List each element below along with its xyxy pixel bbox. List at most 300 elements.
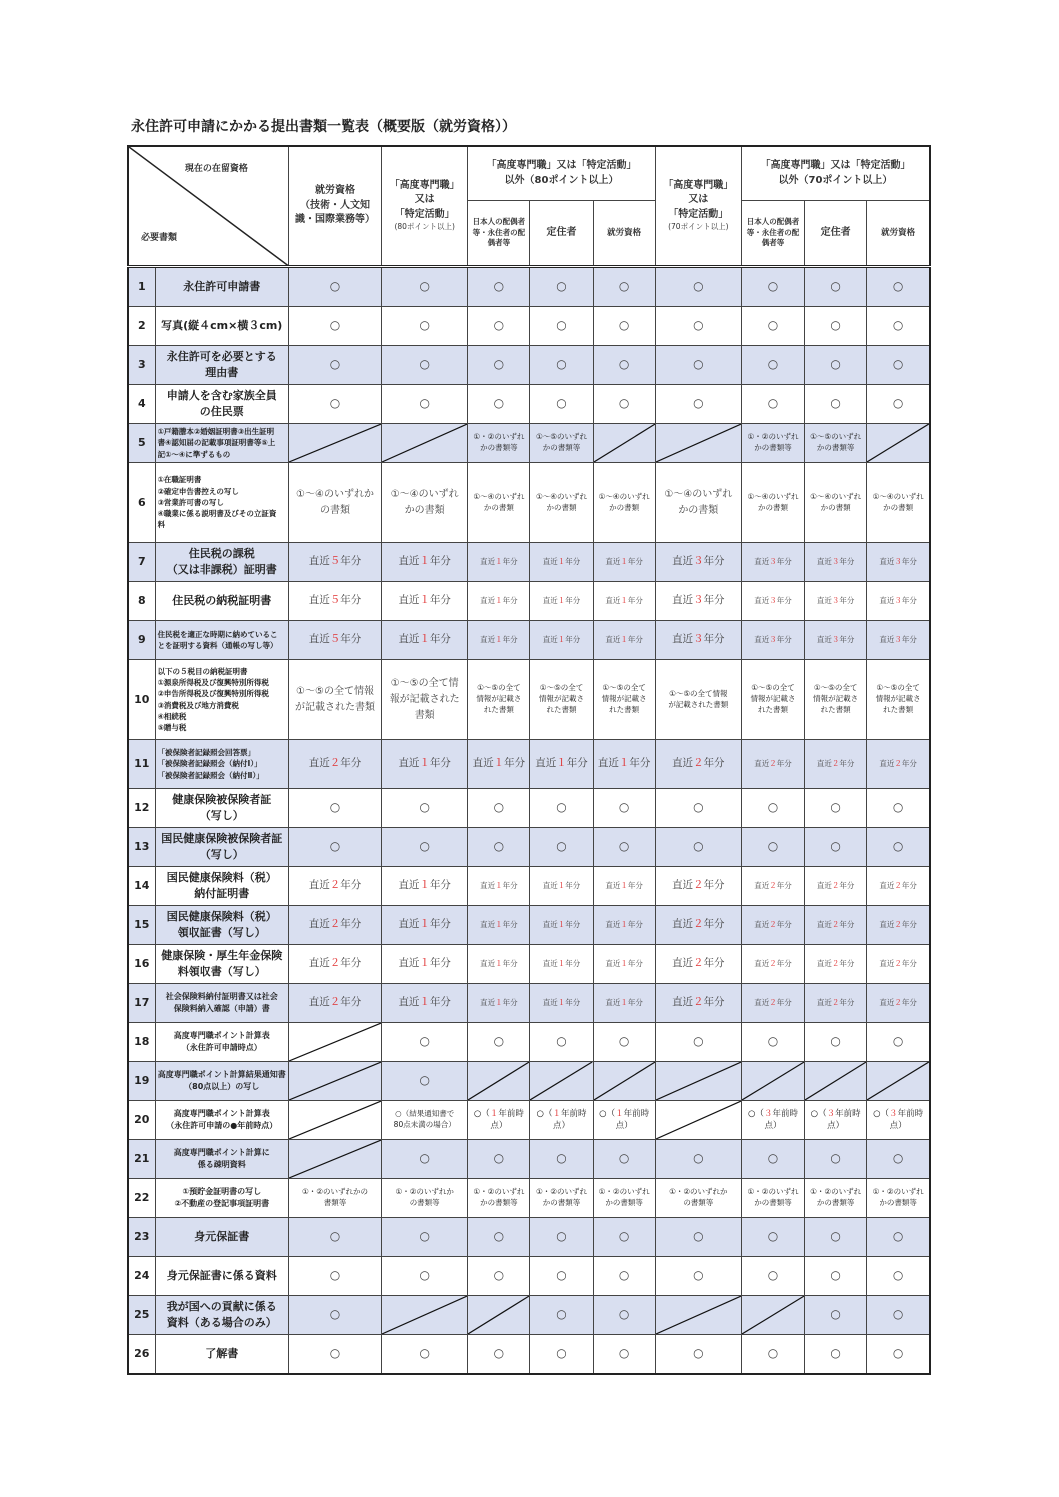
circle-mark: ○ — [382, 789, 468, 828]
circle-mark: ○ — [530, 1140, 593, 1179]
circle-mark: ○ — [382, 1257, 468, 1296]
row-number: 21 — [128, 1140, 155, 1179]
value-cell: ①～④のいずれか の書類 — [288, 463, 381, 543]
period-cell: 直近１年分 — [382, 582, 468, 621]
circle-mark: ○ — [655, 1140, 741, 1179]
circle-mark: ○ — [655, 1335, 741, 1375]
circle-mark: ○ — [593, 267, 655, 307]
period-cell: 直近１年分 — [468, 906, 530, 945]
document-name: 住民税の納税証明書 — [155, 582, 288, 621]
circle-mark: ○ — [530, 267, 593, 307]
circle-mark: ○ — [741, 828, 804, 867]
period-cell: 直近１年分 — [468, 984, 530, 1023]
slash-line — [867, 424, 929, 462]
circle-mark: ○ — [867, 828, 930, 867]
circle-mark: ○ — [805, 346, 867, 385]
circle-mark: ○ — [382, 1335, 468, 1375]
sub-header-spouse-70: 日本人の配偶者 等・永住者の配 偶者等 — [741, 201, 804, 267]
sub-header-work-80: 就労資格 — [593, 201, 655, 267]
period-cell: 直近１年分 — [382, 945, 468, 984]
row-number: 4 — [128, 385, 155, 424]
circle-mark: ○ — [288, 828, 381, 867]
table-body — [128, 267, 930, 1375]
period-cell: 直近５年分 — [288, 621, 381, 660]
table-row — [128, 621, 930, 660]
circle-mark: ○ — [382, 1218, 468, 1257]
period-cell: 直近３年分 — [655, 543, 741, 582]
document-name: 我が国への貢献に係る 資料（ある場合のみ） — [155, 1296, 288, 1335]
table-row — [128, 1218, 930, 1257]
circle-mark: ○ — [530, 1023, 593, 1062]
circle-mark: ○ — [288, 789, 381, 828]
table-row — [128, 660, 930, 740]
value-cell: ①・②のいずれかの 書類等 — [288, 1179, 381, 1218]
document-name: 社会保険料納付証明書又は社会 保険料納入確認（申請）書 — [155, 984, 288, 1023]
period-cell: 直近２年分 — [741, 867, 804, 906]
not-applicable-cell — [655, 424, 741, 463]
row-number: 11 — [128, 740, 155, 789]
period-cell: 直近１年分 — [530, 543, 593, 582]
table-row — [128, 828, 930, 867]
value-cell: ○（結果通知書で 80点未満の場合） — [382, 1101, 468, 1140]
row-number: 15 — [128, 906, 155, 945]
period-cell: 直近１年分 — [382, 867, 468, 906]
circle-mark: ○ — [867, 1335, 930, 1375]
circle-mark: ○ — [867, 1257, 930, 1296]
period-cell: 直近２年分 — [805, 740, 867, 789]
table-row — [128, 1023, 930, 1062]
period-cell: 直近１年分 — [593, 582, 655, 621]
row-number: 12 — [128, 789, 155, 828]
value-cell: ①・②のいずれ かの書類等 — [741, 1179, 804, 1218]
period-cell: 直近１年分 — [530, 867, 593, 906]
year-point-cell: ○（３年前時 点） — [805, 1101, 867, 1140]
circle-mark: ○ — [288, 385, 381, 424]
circle-mark: ○ — [805, 1218, 867, 1257]
period-cell: 直近１年分 — [468, 621, 530, 660]
value-cell: ①～⑤のいずれ かの書類等 — [805, 424, 867, 463]
period-cell: 直近２年分 — [655, 740, 741, 789]
period-cell: 直近２年分 — [805, 906, 867, 945]
document-name: 身元保証書 — [155, 1218, 288, 1257]
value-cell: ①～④のいずれ かの書類 — [867, 463, 930, 543]
circle-mark: ○ — [655, 789, 741, 828]
table-row — [128, 424, 930, 463]
value-cell: ①～⑤の全て 情報が記載さ れた書類 — [468, 660, 530, 740]
year-point-cell: ○（３年前時 点） — [867, 1101, 930, 1140]
current-status-label: 現在の在留資格 — [184, 164, 248, 174]
circle-mark: ○ — [530, 346, 593, 385]
period-cell: 直近１年分 — [530, 582, 593, 621]
document-name: ①在職証明書 ②確定申告書控えの写し ③営業許可書の写し ④職業に係る説明書及びその立証資 料 — [155, 463, 288, 543]
period-cell: 直近３年分 — [655, 582, 741, 621]
table-row — [128, 543, 930, 582]
period-cell: 直近１年分 — [382, 906, 468, 945]
table-row — [128, 346, 930, 385]
period-cell: 直近２年分 — [655, 906, 741, 945]
row-number: 19 — [128, 1062, 155, 1101]
row-number: 23 — [128, 1218, 155, 1257]
not-applicable-cell — [741, 1296, 804, 1335]
row-number: 20 — [128, 1101, 155, 1140]
not-applicable-cell — [288, 424, 381, 463]
circle-mark: ○ — [288, 1296, 381, 1335]
circle-mark: ○ — [741, 1335, 804, 1375]
circle-mark: ○ — [805, 789, 867, 828]
value-cell: ①～④のいずれ かの書類 — [805, 463, 867, 543]
circle-mark: ○ — [805, 1140, 867, 1179]
circle-mark: ○ — [593, 1335, 655, 1375]
period-cell: 直近２年分 — [805, 945, 867, 984]
circle-mark: ○ — [530, 385, 593, 424]
period-cell: 直近１年分 — [593, 621, 655, 660]
period-cell: 直近１年分 — [593, 906, 655, 945]
circle-mark: ○ — [288, 1335, 381, 1375]
not-applicable-cell — [593, 1062, 655, 1101]
circle-mark: ○ — [593, 789, 655, 828]
period-cell: 直近３年分 — [867, 543, 930, 582]
slash-line — [382, 424, 467, 462]
period-cell: 直近５年分 — [288, 582, 381, 621]
circle-mark: ○ — [288, 1218, 381, 1257]
row-number: 13 — [128, 828, 155, 867]
period-cell: 直近３年分 — [741, 621, 804, 660]
circle-mark: ○ — [805, 828, 867, 867]
circle-mark: ○ — [741, 1218, 804, 1257]
document-name: 「被保険者記録照会回答票」 「被保険者記録照会（納付Ⅰ）」 「被保険者記録照会（納付Ⅱ）」 — [155, 740, 288, 789]
circle-mark: ○ — [468, 267, 530, 307]
slash-line — [530, 1062, 592, 1100]
circle-mark: ○ — [805, 1296, 867, 1335]
circle-mark: ○ — [741, 1257, 804, 1296]
table-row — [128, 1335, 930, 1375]
circle-mark: ○ — [741, 346, 804, 385]
period-cell: 直近２年分 — [741, 906, 804, 945]
circle-mark: ○ — [593, 1023, 655, 1062]
circle-mark: ○ — [382, 1140, 468, 1179]
sub-header-resident-70: 定住者 — [805, 201, 867, 267]
value-cell: ①・②のいずれ かの書類等 — [867, 1179, 930, 1218]
period-cell: 直近２年分 — [655, 945, 741, 984]
circle-mark: ○ — [530, 828, 593, 867]
slash-line — [656, 424, 741, 462]
circle-mark: ○ — [805, 1257, 867, 1296]
document-name: 住民税の課税 （又は非課税）証明書 — [155, 543, 288, 582]
period-cell: 直近３年分 — [741, 582, 804, 621]
not-applicable-cell — [468, 1296, 530, 1335]
period-cell: 直近１年分 — [530, 621, 593, 660]
circle-mark: ○ — [805, 1335, 867, 1375]
circle-mark: ○ — [805, 385, 867, 424]
circle-mark: ○ — [741, 789, 804, 828]
period-cell: 直近２年分 — [741, 740, 804, 789]
period-cell: 直近１年分 — [468, 740, 530, 789]
circle-mark: ○ — [382, 1062, 468, 1101]
circle-mark: ○ — [805, 307, 867, 346]
period-cell: 直近１年分 — [382, 543, 468, 582]
table-row — [128, 789, 930, 828]
circle-mark: ○ — [655, 307, 741, 346]
period-cell: 直近３年分 — [867, 621, 930, 660]
value-cell: ①～⑤の全て情報 が記載された書類 — [655, 660, 741, 740]
document-name: 写真(縦４cm×横３cm) — [155, 307, 288, 346]
slash-line — [867, 1062, 929, 1100]
circle-mark: ○ — [593, 307, 655, 346]
period-cell: 直近１年分 — [593, 984, 655, 1023]
circle-mark: ○ — [655, 1218, 741, 1257]
circle-mark: ○ — [741, 307, 804, 346]
slash-line — [289, 1101, 381, 1139]
row-number: 2 — [128, 307, 155, 346]
slash-line — [656, 1101, 741, 1139]
year-point-cell: ○（１年前時 点） — [530, 1101, 593, 1140]
row-number: 10 — [128, 660, 155, 740]
slash-line — [468, 1062, 529, 1100]
not-applicable-cell — [288, 1101, 381, 1140]
circle-mark: ○ — [655, 1023, 741, 1062]
value-cell: ①～④のいずれ かの書類 — [655, 463, 741, 543]
row-number: 17 — [128, 984, 155, 1023]
period-cell: 直近１年分 — [468, 543, 530, 582]
document-name: 高度専門職ポイント計算に 係る疎明資料 — [155, 1140, 288, 1179]
document-name: 高度専門職ポイント計算表 （永住許可申請の●年前時点） — [155, 1101, 288, 1140]
circle-mark: ○ — [382, 346, 468, 385]
value-cell: ①～⑤の全て 情報が記載さ れた書類 — [805, 660, 867, 740]
value-cell: ①～④のいずれ かの書類 — [741, 463, 804, 543]
period-cell: 直近２年分 — [867, 984, 930, 1023]
period-cell: 直近２年分 — [867, 906, 930, 945]
period-cell: 直近３年分 — [867, 582, 930, 621]
table-row — [128, 1101, 930, 1140]
period-cell: 直近１年分 — [530, 906, 593, 945]
document-name: 国民健康保険被保険者証 （写し） — [155, 828, 288, 867]
circle-mark: ○ — [741, 267, 804, 307]
group-header-other70: 「高度専門職」又は「特定活動」 以外（70ポイント以上） — [741, 146, 930, 201]
not-applicable-cell — [741, 1062, 804, 1101]
circle-mark: ○ — [741, 385, 804, 424]
period-cell: 直近３年分 — [655, 621, 741, 660]
table-row — [128, 740, 930, 789]
table-row — [128, 582, 930, 621]
value-cell: ①・②のいずれ かの書類等 — [741, 424, 804, 463]
circle-mark: ○ — [468, 789, 530, 828]
period-cell: 直近１年分 — [382, 984, 468, 1023]
table-row — [128, 1062, 930, 1101]
circle-mark: ○ — [655, 346, 741, 385]
circle-mark: ○ — [382, 385, 468, 424]
circle-mark: ○ — [805, 267, 867, 307]
header-corner — [128, 146, 288, 267]
value-cell: ①～④のいずれ かの書類 — [593, 463, 655, 543]
table-row — [128, 984, 930, 1023]
slash-line — [805, 1062, 866, 1100]
circle-mark: ○ — [468, 385, 530, 424]
col-header-work: 就労資格 （技術・人文知 識・国際業務等） — [288, 146, 381, 267]
circle-mark: ○ — [593, 1257, 655, 1296]
value-cell: ①～④のいずれ かの書類 — [382, 463, 468, 543]
document-name: 永住許可を必要とする 理由書 — [155, 346, 288, 385]
table-row — [128, 267, 930, 307]
circle-mark: ○ — [655, 385, 741, 424]
value-cell: ①～⑤の全て 情報が記載さ れた書類 — [530, 660, 593, 740]
circle-mark: ○ — [593, 1140, 655, 1179]
col-header-hsp80: 「高度専門職」 又は 「特定活動」 (80ポイント以上) — [382, 146, 468, 267]
period-cell: 直近１年分 — [593, 740, 655, 789]
circle-mark: ○ — [382, 307, 468, 346]
circle-mark: ○ — [805, 1023, 867, 1062]
circle-mark: ○ — [867, 1023, 930, 1062]
document-name: 健康保険・厚生年金保険 料領収書（写し） — [155, 945, 288, 984]
row-number: 14 — [128, 867, 155, 906]
period-cell: 直近１年分 — [593, 867, 655, 906]
circle-mark: ○ — [530, 1218, 593, 1257]
table-row — [128, 867, 930, 906]
document-name: 永住許可申請書 — [155, 267, 288, 307]
not-applicable-cell — [805, 1062, 867, 1101]
value-cell: ①・②のいずれか の書類等 — [655, 1179, 741, 1218]
slash-line — [742, 1296, 804, 1334]
period-cell: 直近２年分 — [867, 740, 930, 789]
period-cell: 直近２年分 — [288, 740, 381, 789]
circle-mark: ○ — [867, 307, 930, 346]
circle-mark: ○ — [593, 346, 655, 385]
not-applicable-cell — [288, 1140, 381, 1179]
circle-mark: ○ — [530, 1296, 593, 1335]
circle-mark: ○ — [655, 828, 741, 867]
circle-mark: ○ — [867, 346, 930, 385]
circle-mark: ○ — [593, 1218, 655, 1257]
row-number: 16 — [128, 945, 155, 984]
period-cell: 直近２年分 — [805, 867, 867, 906]
period-cell: 直近２年分 — [288, 945, 381, 984]
circle-mark: ○ — [593, 828, 655, 867]
period-cell: 直近１年分 — [468, 867, 530, 906]
slash-line — [656, 1062, 741, 1100]
period-cell: 直近１年分 — [593, 543, 655, 582]
circle-mark: ○ — [288, 307, 381, 346]
period-cell: 直近２年分 — [741, 945, 804, 984]
document-name: 住民税を適正な時期に納めているこ とを証明する資料（通帳の写し等） — [155, 621, 288, 660]
page-title: 永住許可申請にかかる提出書類一覧表（概要版（就労資格）） — [131, 119, 516, 135]
period-cell: 直近１年分 — [468, 945, 530, 984]
period-cell: 直近１年分 — [593, 945, 655, 984]
circle-mark: ○ — [867, 385, 930, 424]
table-row — [128, 906, 930, 945]
row-number: 26 — [128, 1335, 155, 1375]
circle-mark: ○ — [468, 1257, 530, 1296]
not-applicable-cell — [382, 1296, 468, 1335]
document-name: 以下の５税目の納税証明書 ①源泉所得税及び復興特別所得税 ②申告所得税及び復興特別所得税 ③消費税及び地方消費税 ④相続税 ⑤贈与税 — [155, 660, 288, 740]
circle-mark: ○ — [468, 1140, 530, 1179]
circle-mark: ○ — [741, 1140, 804, 1179]
circle-mark: ○ — [382, 1023, 468, 1062]
period-cell: 直近３年分 — [805, 582, 867, 621]
circle-mark: ○ — [867, 1140, 930, 1179]
row-number: 3 — [128, 346, 155, 385]
not-applicable-cell — [655, 1296, 741, 1335]
period-cell: 直近３年分 — [805, 543, 867, 582]
circle-mark: ○ — [867, 789, 930, 828]
period-cell: 直近３年分 — [805, 621, 867, 660]
slash-line — [382, 1296, 467, 1334]
not-applicable-cell — [288, 1062, 381, 1101]
row-number: 25 — [128, 1296, 155, 1335]
period-cell: 直近３年分 — [741, 543, 804, 582]
table-row — [128, 385, 930, 424]
circle-mark: ○ — [530, 1335, 593, 1375]
circle-mark: ○ — [530, 1257, 593, 1296]
circle-mark: ○ — [655, 267, 741, 307]
period-cell: 直近１年分 — [530, 740, 593, 789]
document-name: ①預貯金証明書の写し ②不動産の登記事項証明書 — [155, 1179, 288, 1218]
row-number: 7 — [128, 543, 155, 582]
row-number: 18 — [128, 1023, 155, 1062]
circle-mark: ○ — [867, 267, 930, 307]
value-cell: ①～⑤の全て情 報が記載された 書類 — [382, 660, 468, 740]
circle-mark: ○ — [655, 1257, 741, 1296]
period-cell: 直近１年分 — [382, 740, 468, 789]
circle-mark: ○ — [593, 385, 655, 424]
not-applicable-cell — [655, 1062, 741, 1101]
value-cell: ①・②のいずれ かの書類等 — [593, 1179, 655, 1218]
document-name: 健康保険被保険者証 （写し） — [155, 789, 288, 828]
slash-line — [594, 424, 655, 462]
circle-mark: ○ — [288, 346, 381, 385]
document-name: 申請人を含む家族全員 の住民票 — [155, 385, 288, 424]
not-applicable-cell — [655, 1101, 741, 1140]
period-cell: 直近５年分 — [288, 543, 381, 582]
value-cell: ①・②のいずれ かの書類等 — [530, 1179, 593, 1218]
value-cell: ①～④のいずれ かの書類 — [468, 463, 530, 543]
value-cell: ①・②のいずれ かの書類等 — [805, 1179, 867, 1218]
year-point-cell: ○（３年前時 点） — [741, 1101, 804, 1140]
value-cell: ①～④のいずれ かの書類 — [530, 463, 593, 543]
row-number: 24 — [128, 1257, 155, 1296]
row-number: 9 — [128, 621, 155, 660]
document-name: ①戸籍謄本②婚姻証明書③出生証明 書④認知届の記載事項証明書等⑤上 記①～④に準ずるもの — [155, 424, 288, 463]
required-docs-label: 必要書類 — [141, 232, 178, 243]
not-applicable-cell — [867, 424, 930, 463]
period-cell: 直近２年分 — [288, 906, 381, 945]
table-row — [128, 307, 930, 346]
sub-header-work-70: 就労資格 — [867, 201, 930, 267]
period-cell: 直近１年分 — [382, 621, 468, 660]
slash-line — [289, 1062, 381, 1100]
documents-table — [127, 145, 931, 1375]
slash-line — [594, 1062, 655, 1100]
period-cell: 直近１年分 — [468, 582, 530, 621]
circle-mark: ○ — [468, 828, 530, 867]
circle-mark: ○ — [867, 1218, 930, 1257]
circle-mark: ○ — [593, 1296, 655, 1335]
value-cell: ①・②のいずれ かの書類等 — [468, 1179, 530, 1218]
circle-mark: ○ — [468, 1335, 530, 1375]
circle-mark: ○ — [468, 1218, 530, 1257]
document-name: 国民健康保険料（税） 納付証明書 — [155, 867, 288, 906]
document-name: 了解書 — [155, 1335, 288, 1375]
circle-mark: ○ — [382, 828, 468, 867]
slash-line — [289, 1023, 381, 1061]
table-row — [128, 1140, 930, 1179]
circle-mark: ○ — [468, 1023, 530, 1062]
period-cell: 直近２年分 — [655, 984, 741, 1023]
sub-header-spouse-80: 日本人の配偶者 等・永住者の配 偶者等 — [468, 201, 530, 267]
circle-mark: ○ — [288, 267, 381, 307]
group-header-other80: 「高度専門職」又は「特定活動」 以外（80ポイント以上） — [468, 146, 655, 201]
not-applicable-cell — [382, 424, 468, 463]
period-cell: 直近２年分 — [867, 945, 930, 984]
value-cell: ①～⑤の全て情報 が記載された書類 — [288, 660, 381, 740]
